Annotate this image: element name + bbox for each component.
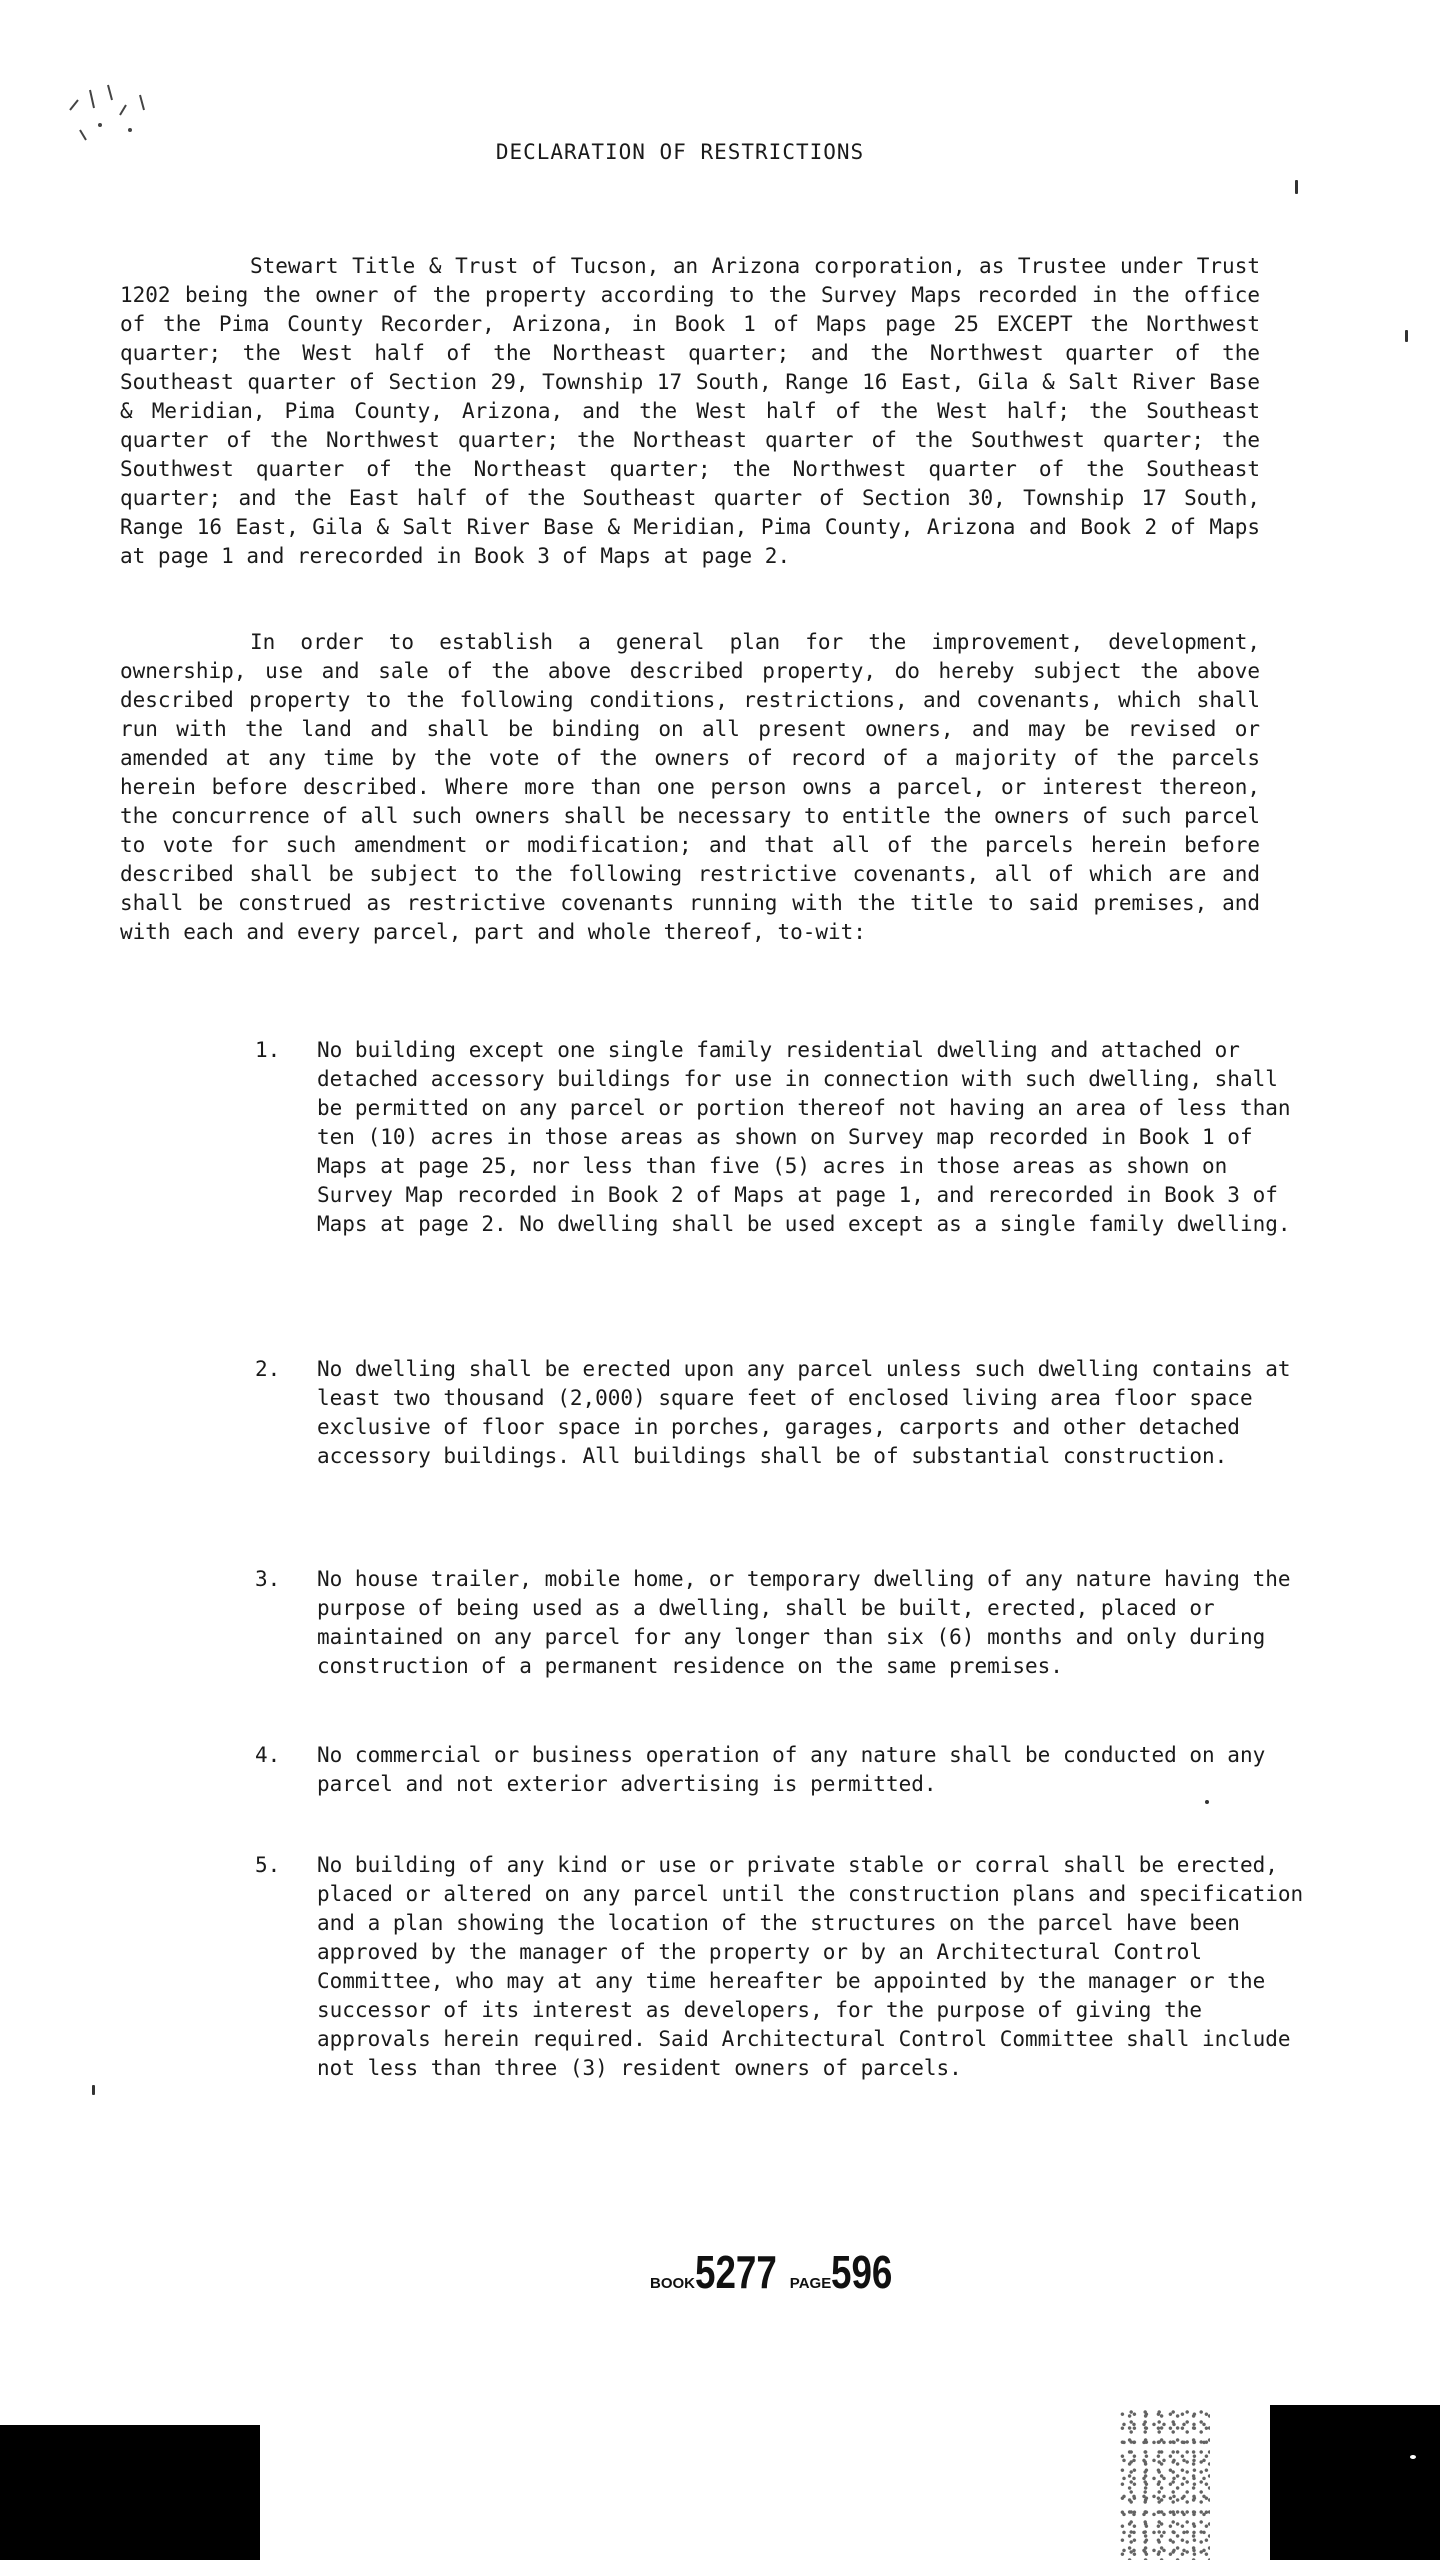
item-number: 4. [255,1743,281,1767]
item-number: 5. [255,1853,281,1877]
restriction-item [255,1851,1305,2083]
item-number: 2. [255,1357,281,1381]
page-label: PAGE [789,2275,832,2292]
restriction-item [255,1741,1305,1799]
intro-paragraph: Stewart Title & Trust of Tucson, an Arizona corporation, as Trustee under Trust 1202 being the owner of the property according to the Survey Maps recorded in the office of the Pima County Recorder, Arizona, in Book 1 of Maps page 25 EXCEPT the Northwest quarter; the West half of the Northeast quarter; and the Northwest quarter of the Southeast quarter of Section 29, Township 17 South, Range 16 East, Gila & Salt River Base & Meridian, Pima County, Arizona, and the West half of the West half; the Southeast quarter of the Northwest quarter; the Northeast quarter of the Southwest quarter; the Southwest quarter of the Northeast quarter; the Northwest quarter of the Southeast quarter; and the East half of the Southeast quarter of Section 30, Township 17 South, Range 16 East, Gila & Salt River Base & Meridian, Pima County, Arizona and Book 2 of Maps at page 1 and rerecorded in Book 3 of Maps at page 2. [120,254,1260,568]
scan-corner-shadow-right [1270,2405,1440,2560]
scan-speck [1405,330,1408,342]
restriction-item [255,1355,1305,1471]
book-number: 5277 [695,2246,777,2298]
page-number: 596 [831,2246,893,2298]
scan-corner-shadow-left [0,2425,260,2560]
scan-speck [92,2085,95,2095]
scan-speck [1205,1800,1209,1804]
item-text: No commercial or business operation of any nature shall be conducted on any parcel and not exterior advertising is permitted. [317,1743,1266,1796]
item-text: No building of any kind or use or private stable or corral shall be erected, placed or altered on any parcel until the construction plans and specification and a plan showing the location of the structures on the parcel have been approved by the manager of the property or by an Architectural Control Committee, who may at any time hereafter be appointed by the manager or the successor of its interest as developers, for the purpose of giving the approvals herein required. Said Architectural Control Committee shall include not less than three (3) resident owners of parcels. [317,1853,1304,2080]
item-number: 1. [255,1038,281,1062]
item-text: No dwelling shall be erected upon any parcel unless such dwelling contains at least two thousand (2,000) square feet of enclosed living area floor space exclusive of floor space in porches, garages, carports and other detached accessory buildings. All buildings shall be of substantial construction. [317,1357,1291,1468]
item-text: No house trailer, mobile home, or temporary dwelling of any nature having the purpose of being used as a dwelling, shall be built, erected, placed or maintained on any parcel for any longer than six (6) months and only during construction of a permanent residence on the same premises. [317,1567,1291,1678]
scan-speck [1295,180,1298,194]
scan-noise [1120,2410,1210,2560]
document-title: DECLARATION OF RESTRICTIONS [495,140,865,164]
scan-speck [1410,2455,1416,2459]
restriction-item [255,1036,1305,1239]
restriction-item [255,1565,1305,1681]
item-text: No building except one single family residential dwelling and attached or detached accessory buildings for use in connection with such dwelling, shall be permitted on any parcel or portion thereof not having an area of less than ten (10) acres in those areas as shown on Survey map recorded in Book 1 of Maps at page 25, nor less than five (5) acres in those areas as shown on Survey Map recorded in Book 2 of Maps at page 1, and rerecorded in Book 3 of Maps at page 2. No dwelling shall be used except as a single family dwelling. [317,1038,1291,1236]
book-page-stamp [650,2245,896,2299]
purpose-paragraph: In order to establish a general plan for the improvement, development, ownership, use and sale of the above described property, do hereby subject the above described property to the following conditions, restrictions, and covenants, which shall run with the land and shall be binding on all present owners, and may be revised or amended at any time by the vote of the owners of record of a majority of the parcels herein before described. Where more than one person owns a parcel, or interest thereon, the concurrence of all such owners shall be necessary to entitle the owners of such parcel to vote for such amendment or modification; and that all of the parcels herein before described shall be subject to the following restrictive covenants, all of which are and shall be construed as restrictive covenants running with the title to said premises, and with each and every parcel, part and whole thereof, to-wit: [120,630,1260,944]
book-label: BOOK [650,2275,695,2292]
item-number: 3. [255,1567,281,1591]
